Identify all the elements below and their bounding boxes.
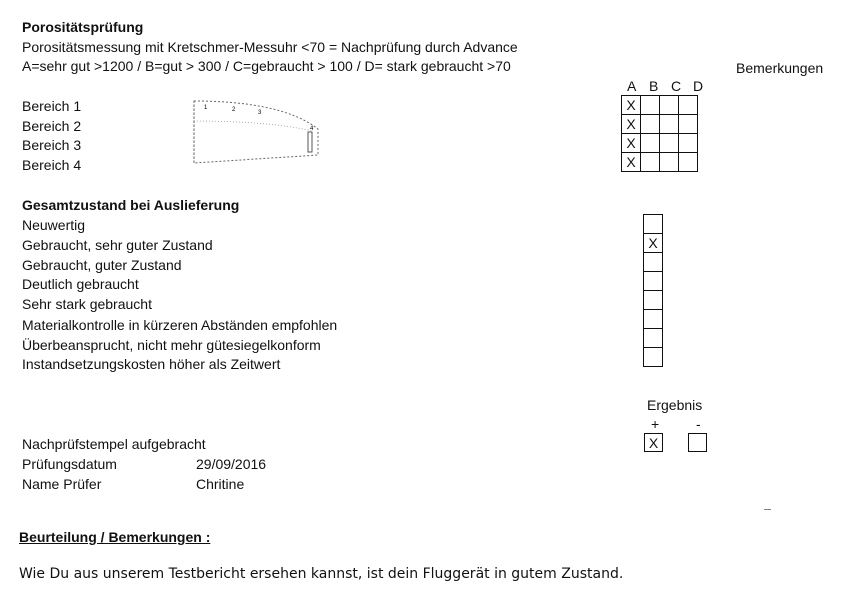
- grid-cell[interactable]: [641, 134, 660, 153]
- column-c-header: C: [671, 78, 682, 94]
- condition-item-label: Neuwertig: [22, 217, 86, 233]
- result-minus-checkbox[interactable]: [688, 433, 707, 452]
- condition-item-label: Gebraucht, guter Zustand: [22, 257, 182, 273]
- porosity-row-3: [622, 134, 698, 153]
- grid-cell[interactable]: X: [622, 134, 641, 153]
- assessment-title: Beurteilung / Bemerkungen :: [19, 529, 211, 545]
- column-a-header: A: [627, 78, 637, 94]
- result-label: Ergebnis: [647, 397, 703, 413]
- column-d-header: D: [693, 78, 704, 94]
- grid-cell[interactable]: [641, 153, 660, 172]
- condition-item-label: Sehr stark gebraucht: [22, 296, 152, 312]
- grid-cell[interactable]: [660, 153, 679, 172]
- condition-checkbox[interactable]: [644, 215, 663, 234]
- condition-item-label: Überbeansprucht, nicht mehr gütesiegelkonform: [22, 337, 321, 353]
- date-value: 29/09/2016: [196, 456, 267, 472]
- grid-cell[interactable]: [660, 115, 679, 134]
- assessment-text: Wie Du aus unserem Testbericht ersehen kannst, ist dein Fluggerät in gutem Zustand.: [19, 566, 624, 582]
- area-3-label: Bereich 3: [22, 137, 82, 153]
- grid-cell[interactable]: X: [622, 96, 641, 115]
- grid-cell[interactable]: X: [622, 115, 641, 134]
- area-4-label: Bereich 4: [22, 157, 82, 173]
- remarks-header: Bemerkungen: [736, 60, 824, 76]
- grid-cell[interactable]: [679, 134, 698, 153]
- diagram-label-3: 3: [258, 110, 262, 116]
- condition-item-label: Materialkontrolle in kürzeren Abständen empfohlen: [22, 317, 338, 333]
- grid-cell[interactable]: [679, 153, 698, 172]
- condition-checkbox[interactable]: [644, 253, 663, 272]
- condition-checkbox[interactable]: [644, 329, 663, 348]
- porosity-row-1: [622, 96, 698, 115]
- area-2-label: Bereich 2: [22, 118, 82, 134]
- grid-cell[interactable]: [679, 96, 698, 115]
- grid-cell[interactable]: [641, 96, 660, 115]
- condition-item-label: Gebraucht, sehr guter Zustand: [22, 237, 213, 253]
- diagram-label-1: 1: [204, 105, 208, 111]
- stamp-label: Nachprüfstempel aufgebracht: [22, 436, 206, 452]
- grid-cell[interactable]: [679, 115, 698, 134]
- grid-cell[interactable]: [660, 96, 679, 115]
- porosity-description: Porositätsmessung mit Kretschmer-Messuhr <70 = Nachprüfung durch Advance: [22, 39, 518, 55]
- diagram-label-2: 2: [232, 107, 236, 113]
- porosity-row-2: [622, 115, 698, 134]
- area-1-label: Bereich 1: [22, 98, 82, 114]
- condition-item-label: Instandsetzungskosten höher als Zeitwert: [22, 356, 281, 372]
- condition-title: Gesamtzustand bei Auslieferung: [22, 197, 240, 213]
- diagram-label-4: 4: [310, 126, 314, 132]
- condition-item-label: Deutlich gebraucht: [22, 276, 139, 292]
- condition-checkbox[interactable]: [644, 291, 663, 310]
- inspector-value: Chritine: [196, 476, 245, 492]
- condition-grid: [643, 214, 663, 367]
- condition-checkbox[interactable]: [644, 272, 663, 291]
- condition-checkbox[interactable]: X: [644, 234, 663, 253]
- result-plus-checkbox[interactable]: X: [644, 433, 663, 452]
- porosity-scale: A=sehr gut >1200 / B=gut > 300 / C=gebraucht > 100 / D= stark gebraucht >70: [22, 58, 511, 74]
- inspector-label: Name Prüfer: [22, 476, 102, 492]
- porosity-title: Porositätsprüfung: [22, 19, 144, 35]
- condition-checkbox[interactable]: [644, 310, 663, 329]
- grid-cell[interactable]: X: [622, 153, 641, 172]
- porosity-row-4: [622, 153, 698, 172]
- column-b-header: B: [649, 78, 659, 94]
- date-label: Prüfungsdatum: [22, 456, 117, 472]
- result-minus-label: -: [696, 416, 701, 432]
- porosity-grid: [621, 95, 698, 172]
- wing-diagram: [190, 97, 326, 167]
- grid-cell[interactable]: [660, 134, 679, 153]
- result-plus-label: +: [651, 416, 660, 432]
- grid-cell[interactable]: [641, 115, 660, 134]
- scan-mark: [764, 509, 771, 510]
- condition-checkbox[interactable]: [644, 348, 663, 367]
